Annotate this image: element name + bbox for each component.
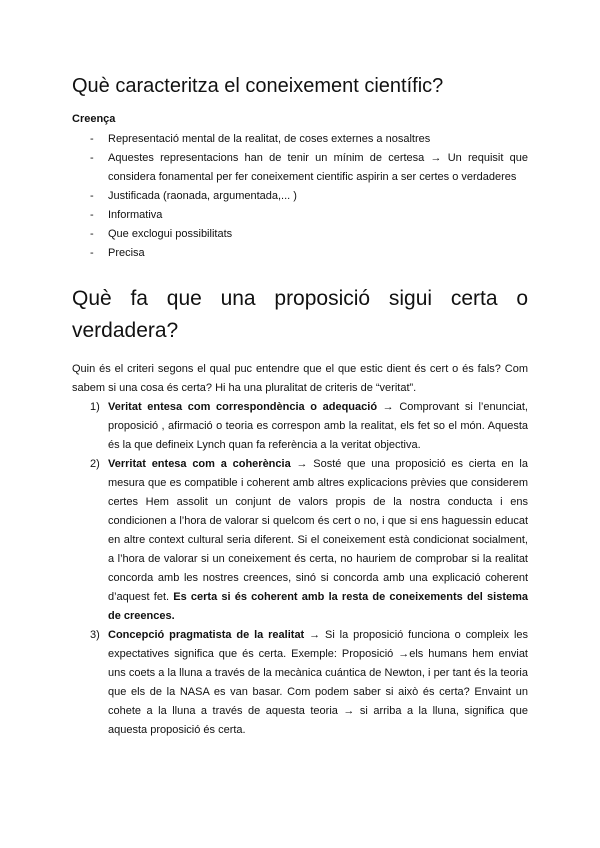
list-item bbox=[72, 130, 528, 149]
list-number: 2) bbox=[90, 458, 100, 470]
list-item-text: Representació mental de la realitat, de coses externes a nosaltres bbox=[108, 133, 431, 145]
truth-criteria-list bbox=[72, 398, 528, 740]
section-intro-paragraph: Quin és el criteri segons el qual puc entendre que el que estic dient és cert o és fals? Com sabem si una cosa és certa? Hi ha una pluralitat de criteris de “veritat”. bbox=[72, 363, 528, 394]
belief-characteristics-list bbox=[72, 130, 528, 263]
criterion-title: Verritat entesa com a coherència bbox=[108, 458, 291, 470]
list-number: 1) bbox=[90, 401, 100, 413]
list-item bbox=[72, 206, 528, 225]
dash-marker: - bbox=[90, 190, 94, 202]
list-item bbox=[72, 398, 528, 455]
list-item bbox=[72, 455, 528, 626]
list-number: 3) bbox=[90, 629, 100, 641]
list-item-text: Justificada (raonada, argumentada,... ) bbox=[108, 190, 297, 202]
criterion-text: → Sosté que una proposició es cierta en la mesura que es compatible i coherent amb altres explicacions prèvies que considerem certes Hem assolit un conjunt de valors propis de la nostra conducta i ens condicionen a l’hora de valorar si quelcom és cert o no, i que si ens haguessin educat en altre context cultural seria diferent. Si el coneixement està condicionat socialment, a l’hora de valorar si un coneixement és certa, no hauriem de comprobar si la realitat concorda amb les nostres creences, sinó si concorda amb una explicació coherent d’aquest fet. bbox=[108, 458, 528, 603]
criterion-text: → Si la proposició funciona o compleix les expectatives significa que és certa. Exemple: Proposició →els humans hem enviat uns coets a la lluna a través de la mecànica cuántica de Newton, i per tant és la teoria que els de la NASA es van basar. Com podem saber si això és certa? Envaint un cohete a la lluna a través de aquesta teoria → si arriba a la lluna, significa que aquesta proposició és certa. bbox=[108, 629, 529, 736]
criterion-conclusion: Es certa si és coherent amb la resta de coneixements del sistema de creences. bbox=[108, 591, 528, 622]
dash-marker: - bbox=[90, 152, 94, 164]
section-title-truth: Què fa que una proposició sigui certa o verdadera? bbox=[72, 287, 528, 342]
dash-marker: - bbox=[90, 133, 94, 145]
list-item bbox=[72, 187, 528, 206]
list-item-text: Precisa bbox=[108, 247, 145, 259]
criterion-title: Veritat entesa com correspondència o adequació bbox=[108, 401, 378, 413]
dash-marker: - bbox=[90, 228, 94, 240]
criterion-title: Concepció pragmatista de la realitat bbox=[108, 629, 305, 641]
list-item-text: Aquestes representacions han de tenir un mínim de certesa → Un requisit que considera fonamental per fer coneixement cientific aspirin a ser certes o verdaderes bbox=[108, 152, 528, 183]
list-item-text: Informativa bbox=[108, 209, 163, 221]
list-item bbox=[72, 225, 528, 244]
subheading-belief: Creença bbox=[72, 113, 116, 125]
list-item bbox=[72, 626, 528, 740]
section-title-scientific-knowledge: Què caracteritza el coneixement científic? bbox=[72, 75, 444, 97]
list-item bbox=[72, 244, 528, 263]
dash-marker: - bbox=[90, 209, 94, 221]
dash-marker: - bbox=[90, 247, 94, 259]
list-item-text: Que exclogui possibilitats bbox=[108, 228, 233, 240]
list-item bbox=[72, 149, 528, 187]
criterion-text: → Comprovant si l’enunciat, proposició , afirmació o teoria es correspon amb la realitat, els fet so el món. Aquesta és la que defineix Lynch quan fa referència a la veritat objectiva. bbox=[108, 401, 528, 451]
